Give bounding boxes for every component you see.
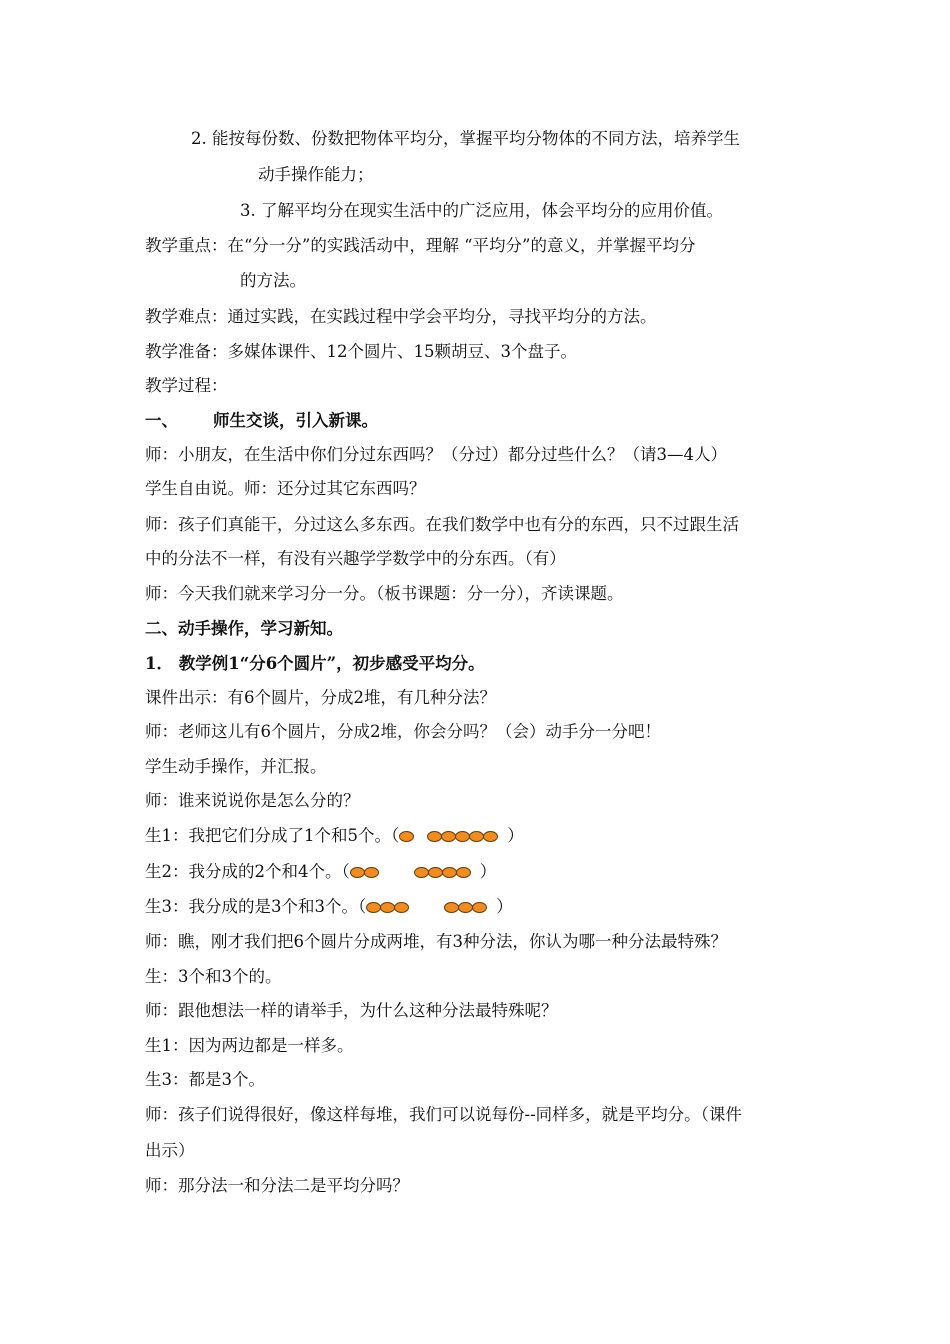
disc-icon <box>483 831 498 842</box>
disc-group-row3 <box>366 895 496 919</box>
disc-icon <box>456 867 471 878</box>
disc-icon <box>399 831 414 842</box>
example-1-title: 1． 教学例1“分6个圆片”，初步感受平均分。 <box>145 654 485 673</box>
section-1-number: 一、 <box>145 411 178 430</box>
disc-icon <box>394 902 409 913</box>
objective-3: 3. 了解平均分在现实生活中的广泛应用，体会平均分的应用价值。 <box>240 201 723 220</box>
dialogue-line: 生1：因为两边都是一样多。 <box>145 1036 354 1055</box>
section-1-title: 师生交谈，引入新课。 <box>213 411 378 430</box>
dialogue-line: 师：瞧，刚才我们把6个圆片分成两堆，有3种分法，你认为哪一种分法最特殊？ <box>145 932 727 951</box>
objective-2-line-2: 动手操作能力； <box>258 165 374 184</box>
close-paren: ） <box>479 862 497 881</box>
disc-icon <box>414 867 429 878</box>
disc-icon <box>455 831 470 842</box>
disc-icon <box>366 902 381 913</box>
dialogue-line: 学生自由说。师：还分过其它东西吗？ <box>145 479 426 498</box>
dialogue-line: 师：小朋友，在生活中你们分过东西吗？（分过）都分过些什么？（请3—4人） <box>145 445 727 464</box>
dialogue-line: 出示） <box>145 1141 195 1160</box>
answer-2-text: 生2：我分成的2个和4个。（ <box>145 862 350 881</box>
answer-3-line <box>145 895 513 920</box>
answer-3-text: 生3：我分成的是3个和3个。（ <box>145 897 367 916</box>
disc-icon <box>444 902 459 913</box>
dialogue-line: 学生动手操作，并汇报。 <box>145 757 327 776</box>
disc-icon <box>427 831 442 842</box>
dialogue-line: 师：老师这儿有6个圆片，分成2堆，你会分吗？（会）动手分一分吧！ <box>145 722 661 741</box>
dialogue-line: 师：跟他想法一样的请举手，为什么这种分法最特殊呢？ <box>145 1001 558 1020</box>
answer-2-line <box>145 860 496 885</box>
disc-icon <box>442 867 457 878</box>
disc-icon <box>472 902 487 913</box>
disc-group-row2 <box>350 860 480 884</box>
dialogue-line: 生：3个和3个的。 <box>145 967 282 986</box>
section-2-title: 二、动手操作，学习新知。 <box>145 619 343 638</box>
dialogue-line: 师：孩子们说得很好，像这样每堆，我们可以说每份--同样多，就是平均分。（课件 <box>145 1105 742 1124</box>
disc-icon <box>428 867 443 878</box>
preparation: 教学准备：多媒体课件、12个圆片、15颗胡豆、3个盘子。 <box>145 342 577 361</box>
dialogue-line: 生3：都是3个。 <box>145 1070 265 1089</box>
dialogue-line: 中的分法不一样，有没有兴趣学学数学中的分东西。（有） <box>145 549 566 568</box>
dialogue-line: 师：孩子们真能干，分过这么多东西。在我们数学中也有分的东西，只不过跟生活 <box>145 515 739 534</box>
disc-icon <box>350 867 365 878</box>
close-paren: ） <box>507 826 524 845</box>
disc-icon <box>364 867 379 878</box>
answer-1-line <box>145 824 524 849</box>
dialogue-line: 师：今天我们就来学习分一分。（板书课题：分一分），齐读课题。 <box>145 584 624 603</box>
disc-icon <box>458 902 473 913</box>
difficulties: 教学难点：通过实践，在实践过程中学会平均分，寻找平均分的方法。 <box>145 307 657 326</box>
key-points-line-1: 教学重点：在“分一分”的实践活动中，理解 “平均分”的意义，并掌握平均分 <box>145 236 696 255</box>
disc-icon <box>469 831 484 842</box>
disc-group-row1 <box>399 824 507 848</box>
dialogue-line: 师：那分法一和分法二是平均分吗？ <box>145 1176 409 1195</box>
key-points-line-2: 的方法。 <box>240 271 306 290</box>
process-heading: 教学过程： <box>145 376 228 395</box>
objective-2-line-1: 2. 能按每份数、份数把物体平均分，掌握平均分物体的不同方法，培养学生 <box>191 129 740 148</box>
dialogue-line: 师：谁来说说你是怎么分的？ <box>145 791 360 810</box>
disc-icon <box>380 902 395 913</box>
answer-1-text: 生1：我把它们分成了1个和5个。（ <box>145 826 400 845</box>
close-paren: ） <box>496 897 513 916</box>
disc-icon <box>441 831 456 842</box>
dialogue-line: 课件出示：有6个圆片，分成2堆，有几种分法？ <box>145 688 496 707</box>
